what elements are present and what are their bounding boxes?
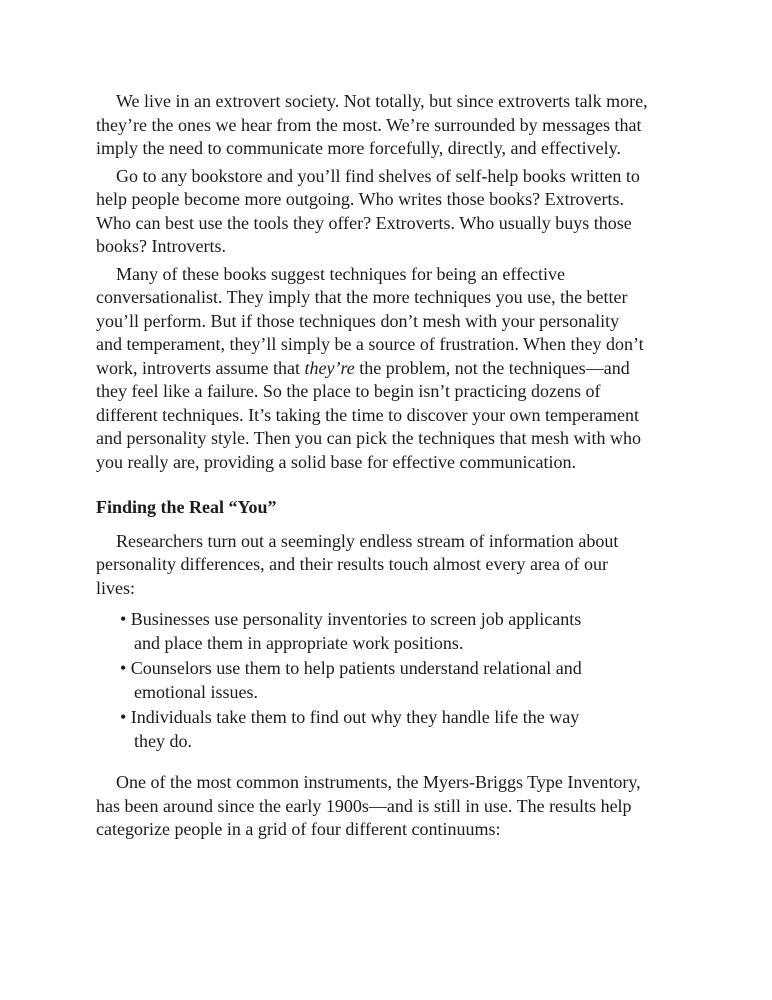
text-line: they’re the ones we hear from the most. We’re surrounded by messages that xyxy=(96,114,642,135)
list-item xyxy=(120,608,686,655)
paragraph-bookstore xyxy=(96,165,686,259)
paragraph-extrovert-society xyxy=(96,90,686,161)
text-line: One of the most common instruments, the Myers-Briggs Type Inventory, xyxy=(116,772,641,792)
text-line: We live in an extrovert society. Not totally, but since extroverts talk more, xyxy=(116,91,648,111)
text-line: help people become more outgoing. Who writes those books? Extroverts. xyxy=(96,189,625,209)
paragraph-myers-briggs xyxy=(96,771,686,842)
text-line: Many of these books suggest techniques for being an effective xyxy=(116,263,566,284)
text-line: lives: xyxy=(96,577,135,598)
text-line: you’ll perform. But if those techniques don’t mesh with your personality xyxy=(96,310,620,331)
text-segment: the problem, not the techniques—and xyxy=(354,357,630,378)
text-line: Who can best use the tools they offer? Extroverts. Who usually buys those xyxy=(96,212,632,233)
text-line: Researchers turn out a seemingly endless stream of information about xyxy=(116,530,619,551)
text-line: different techniques. It’s taking the time to discover your own temperament xyxy=(96,404,640,425)
text-line: conversationalist. They imply that the more techniques you use, the better xyxy=(96,287,628,307)
text-line: you really are, providing a solid base for effective communication. xyxy=(96,451,577,472)
text-line: and place them in appropriate work positions. xyxy=(134,632,464,653)
text-line: emotional issues. xyxy=(134,681,258,702)
text-line-with-italic xyxy=(96,357,686,381)
text-line: personality differences, and their results touch almost every area of our xyxy=(96,554,608,574)
text-line: and personality style. Then you can pick the techniques that mesh with who xyxy=(96,428,642,448)
text-line: they do. xyxy=(134,730,192,751)
italic-emphasis: they’re xyxy=(304,357,355,378)
text-line: • Individuals take them to find out why they handle life the way xyxy=(120,707,580,727)
text-line: imply the need to communicate more forcefully, directly, and effectively. xyxy=(96,138,621,158)
text-segment: work, introverts assume that xyxy=(96,357,305,378)
list-item xyxy=(120,706,686,753)
paragraph-techniques xyxy=(96,263,686,475)
list-item xyxy=(120,657,686,704)
text-line: Go to any bookstore and you’ll find shelves of self-help books written to xyxy=(116,165,640,186)
document-page xyxy=(96,90,686,846)
bullet-list xyxy=(96,608,686,753)
text-line: books? Introverts. xyxy=(96,236,226,256)
text-line: has been around since the early 1900s—and is still in use. The results help xyxy=(96,795,632,816)
text-line: categorize people in a grid of four different continuums: xyxy=(96,819,501,839)
text-line: • Counselors use them to help patients understand relational and xyxy=(120,658,582,678)
section-heading: Finding the Real “You” xyxy=(96,497,277,517)
text-line: • Businesses use personality inventories to screen job applicants xyxy=(120,609,582,629)
text-line: they feel like a failure. So the place to begin isn’t practicing dozens of xyxy=(96,381,601,401)
paragraph-researchers xyxy=(96,530,686,601)
text-line: and temperament, they’ll simply be a source of frustration. When they don’t xyxy=(96,334,644,354)
